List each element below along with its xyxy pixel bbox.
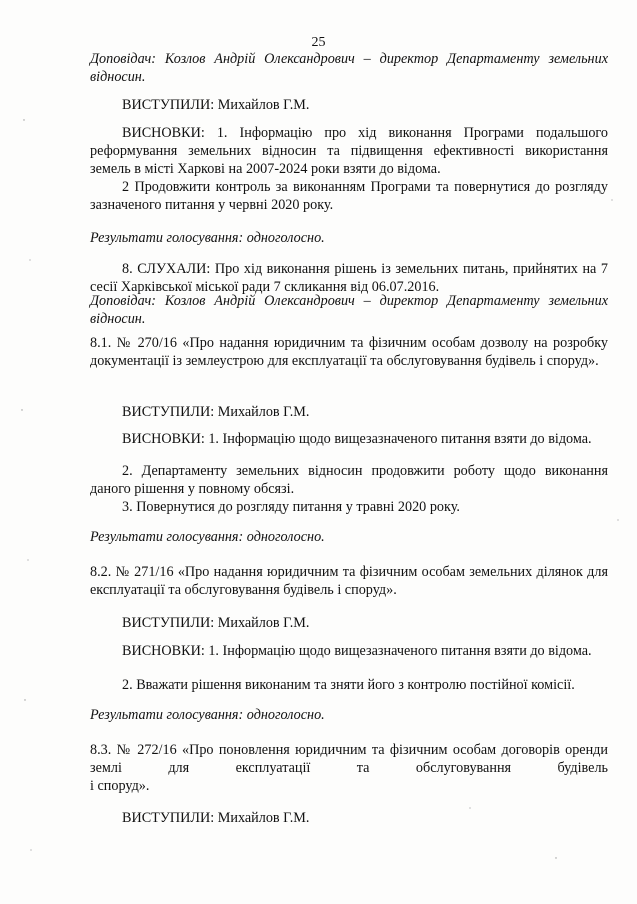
conclusion-item: 3. Повернутися до розгляду питання у травні 2020 року. (122, 499, 460, 515)
conclusion-item: 2 Продовжити контроль за виконанням Програми та повернутися до розгляду зазначеного питання у червні 2020 року. (90, 179, 608, 213)
speakers-line: ВИСТУПИЛИ: Михайлов Г.М. (122, 97, 310, 113)
conclusions-paragraph: ВИСНОВКИ: 1. Інформацію щодо вищезазначеного питання взяти до відома. (122, 431, 592, 447)
conclusion-item: 2. Вважати рішення виконаним та зняти його з контролю постійної комісії. (122, 677, 575, 693)
page-number: 25 (311, 35, 326, 50)
voting-result: Результати голосування: одноголосно. (90, 707, 325, 723)
agenda-item-heading: 8. СЛУХАЛИ: Про хід виконання рішень із земельних питань, прийнятих на 7 сесії Харківської міської ради 7 скликання від 06.07.2016. (90, 261, 608, 295)
speakers-line: ВИСТУПИЛИ: Михайлов Г.М. (122, 615, 310, 631)
conclusion-item: 2. Департаменту земельних відносин продовжити роботу щодо виконання даного рішення у повному обсязі. (90, 463, 608, 497)
speaker-line: Доповідач: Козлов Андрій Олександрович – директор Департаменту земельних відносин. (90, 293, 608, 327)
decision-item: 8.1. № 270/16 «Про надання юридичним та фізичним особам дозволу на розробку документації із землеустрою для експлуатації та обслуговування будівель і споруд». (90, 335, 608, 369)
voting-result: Результати голосування: одноголосно. (90, 230, 325, 246)
voting-result: Результати голосування: одноголосно. (90, 529, 325, 545)
conclusions-paragraph: ВИСНОВКИ: 1. Інформацію про хід виконання Програми подальшого реформування земельних відносин та підвищення ефективності використання земель в місті Харкові на 2007-2024 роки взяти до відома. (90, 125, 608, 177)
speakers-line: ВИСТУПИЛИ: Михайлов Г.М. (122, 810, 310, 826)
speakers-line: ВИСТУПИЛИ: Михайлов Г.М. (122, 404, 310, 420)
decision-item-continuation: і споруд». (90, 778, 150, 794)
speaker-line: Доповідач: Козлов Андрій Олександрович – директор Департаменту земельних відносин. (90, 51, 608, 85)
decision-item: 8.3. № 272/16 «Про поновлення юридичним та фізичним особам договорів оренди землі для експлуатації та обслуговування будівель (90, 742, 608, 776)
conclusions-paragraph: ВИСНОВКИ: 1. Інформацію щодо вищезазначеного питання взяти до відома. (122, 643, 592, 659)
decision-item: 8.2. № 271/16 «Про надання юридичним та фізичним особам земельних ділянок для експлуатації та обслуговування будівель і споруд». (90, 564, 608, 598)
